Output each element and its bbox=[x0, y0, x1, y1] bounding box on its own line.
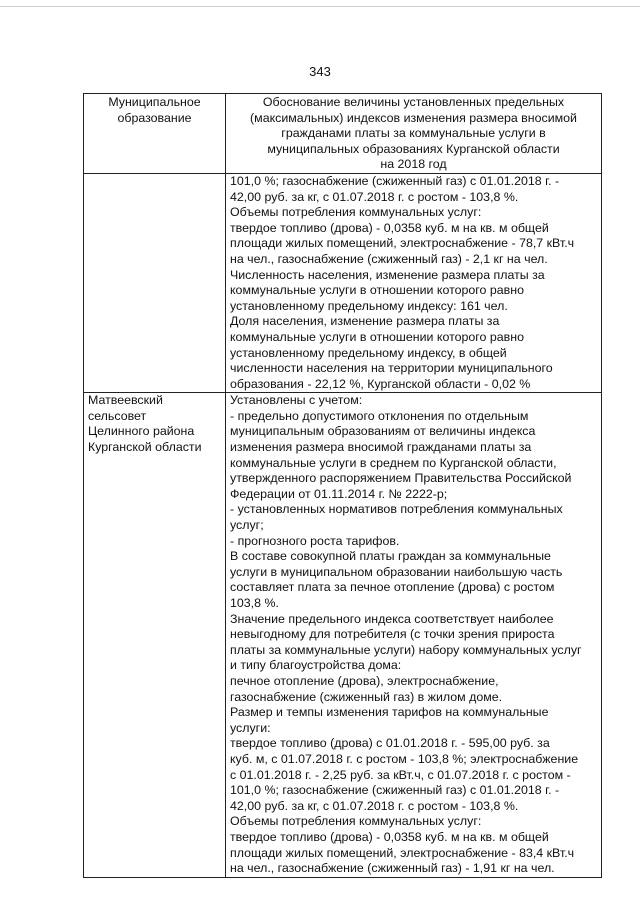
text-line: коммунальные услуги в среднем по Курганской области, bbox=[230, 455, 557, 470]
text-line: Матвеевский bbox=[88, 393, 163, 408]
text-line: 101,0 %; газоснабжение (сжиженный газ) с 01.01.2018 г. - bbox=[230, 173, 560, 188]
text-line: 101,0 %; газоснабжение (сжиженный газ) с 01.01.2018 г. - bbox=[230, 783, 560, 798]
text-line: численности населения на территории муниципального bbox=[230, 361, 553, 376]
text-line: утвержденного распоряжением Правительства Российской bbox=[230, 471, 572, 486]
text-line: Установлены с учетом: bbox=[230, 393, 363, 408]
text-line: Значение предельного индекса соответствует наиболее bbox=[230, 611, 554, 626]
text-line: услуги в муниципальном образовании наибольшую часть bbox=[230, 564, 563, 579]
text-line: на 2018 год bbox=[380, 157, 447, 172]
text-line: изменения размера вносимой гражданами платы за bbox=[230, 440, 532, 455]
text-line: Целинного района bbox=[88, 424, 195, 439]
text-line: - прогнозного роста тарифов. bbox=[230, 533, 400, 548]
text-line: (максимальных) индексов изменения размера вносимой bbox=[250, 110, 577, 125]
text-line: установленному предельному индексу: 161 чел. bbox=[230, 298, 508, 313]
municipality-cell bbox=[84, 173, 226, 392]
text-line: муниципальных образованиях Курганской области bbox=[267, 141, 560, 156]
text-line: твердое топливо (дрова) - 0,0358 куб. м на кв. м общей bbox=[230, 220, 549, 235]
text-line: 42,00 руб. за кг, с 01.07.2018 г. с ростом - 103,8 %. bbox=[230, 798, 519, 813]
text-line: и типу благоустройства дома: bbox=[230, 658, 402, 673]
table-row bbox=[84, 173, 602, 392]
text-line: В составе совокупной платы граждан за коммунальные bbox=[230, 549, 551, 564]
table-header-row bbox=[84, 94, 602, 174]
text-line: гражданами платы за коммунальные услуги в bbox=[281, 126, 546, 141]
text-line: Объемы потребления коммунальных услуг: bbox=[230, 205, 482, 220]
text-line: печное отопление (дрова), электроснабжение, bbox=[230, 673, 499, 688]
text-line: Размер и темпы изменения тарифов на коммунальные bbox=[230, 705, 549, 720]
municipality-cell bbox=[84, 393, 226, 877]
text-line: Численность населения, изменение размера платы за bbox=[230, 267, 545, 282]
text-line: составляет плата за печное отопление (дрова) с ростом bbox=[230, 580, 555, 595]
text-line: площади жилых помещений, электроснабжение - 83,4 кВт.ч bbox=[230, 845, 575, 860]
text-line: - установленных нормативов потребления коммунальных bbox=[230, 502, 563, 517]
text-line: муниципальным образованиям от величины индекса bbox=[230, 424, 536, 439]
text-line: Муниципальное bbox=[108, 95, 201, 109]
text-line: коммунальные услуги в отношении которого равно bbox=[230, 329, 524, 344]
text-line: образование bbox=[117, 110, 192, 125]
text-line: Доля населения, изменение размера платы за bbox=[230, 314, 500, 329]
text-line: установленному предельному индексу, в общей bbox=[230, 345, 507, 360]
text-line: с 01.01.2018 г. - 2,25 руб. за кВт.ч, с 01.07.2018 г. с ростом - bbox=[230, 767, 571, 782]
text-line: - предельно допустимого отклонения по отдельным bbox=[230, 408, 529, 423]
text-line: коммунальные услуги в отношении которого равно bbox=[230, 283, 524, 298]
text-line: 103,8 %. bbox=[230, 596, 279, 610]
text-line: на чел., газоснабжение (сжиженный газ) - 1,91 кг на чел. bbox=[230, 861, 555, 876]
text-line: услуг; bbox=[230, 518, 264, 533]
text-line: образования - 22,12 %, Курганской области - 0,02 % bbox=[230, 376, 531, 391]
text-line: площади жилых помещений, электроснабжение - 78,7 кВт.ч bbox=[230, 236, 575, 251]
text-line: невыгодному для потребителя (с точки зрения прироста bbox=[230, 627, 555, 642]
text-line: платы за коммунальные услуги) набору коммунальных услуг bbox=[230, 642, 582, 657]
text-line: услуги: bbox=[230, 720, 271, 735]
text-line: Обоснование величины установленных предельных bbox=[262, 95, 565, 109]
text-line: куб. м, с 01.07.2018 г. с ростом - 103,8 %; электроснабжение bbox=[230, 751, 579, 766]
text-line: Объемы потребления коммунальных услуг: bbox=[230, 814, 482, 829]
text-line: Курганской области bbox=[88, 440, 202, 455]
tariff-justification-table bbox=[83, 93, 602, 878]
text-line: на чел., газоснабжение (сжиженный газ) - 2,1 кг на чел. bbox=[230, 251, 548, 266]
justification-cell bbox=[226, 173, 602, 392]
text-line: 42,00 руб. за кг, с 01.07.2018 г. с ростом - 103,8 %. bbox=[230, 189, 519, 204]
text-line: сельсовет bbox=[88, 408, 147, 423]
header-justification-cell bbox=[226, 94, 602, 174]
text-line: Федерации от 01.11.2014 г. № 2222-р; bbox=[230, 486, 448, 501]
table-row bbox=[84, 393, 602, 877]
text-line: твердое топливо (дрова) - 0,0358 куб. м на кв. м общей bbox=[230, 829, 549, 844]
text-line: газоснабжение (сжиженный газ) в жилом доме. bbox=[230, 689, 503, 704]
header-municipality-cell bbox=[84, 94, 226, 174]
text-line: твердое топливо (дрова) с 01.01.2018 г. - 595,00 руб. за bbox=[230, 736, 550, 751]
page-number: 343 bbox=[309, 64, 331, 79]
scan-border-line bbox=[0, 6, 640, 7]
justification-cell bbox=[226, 393, 602, 877]
